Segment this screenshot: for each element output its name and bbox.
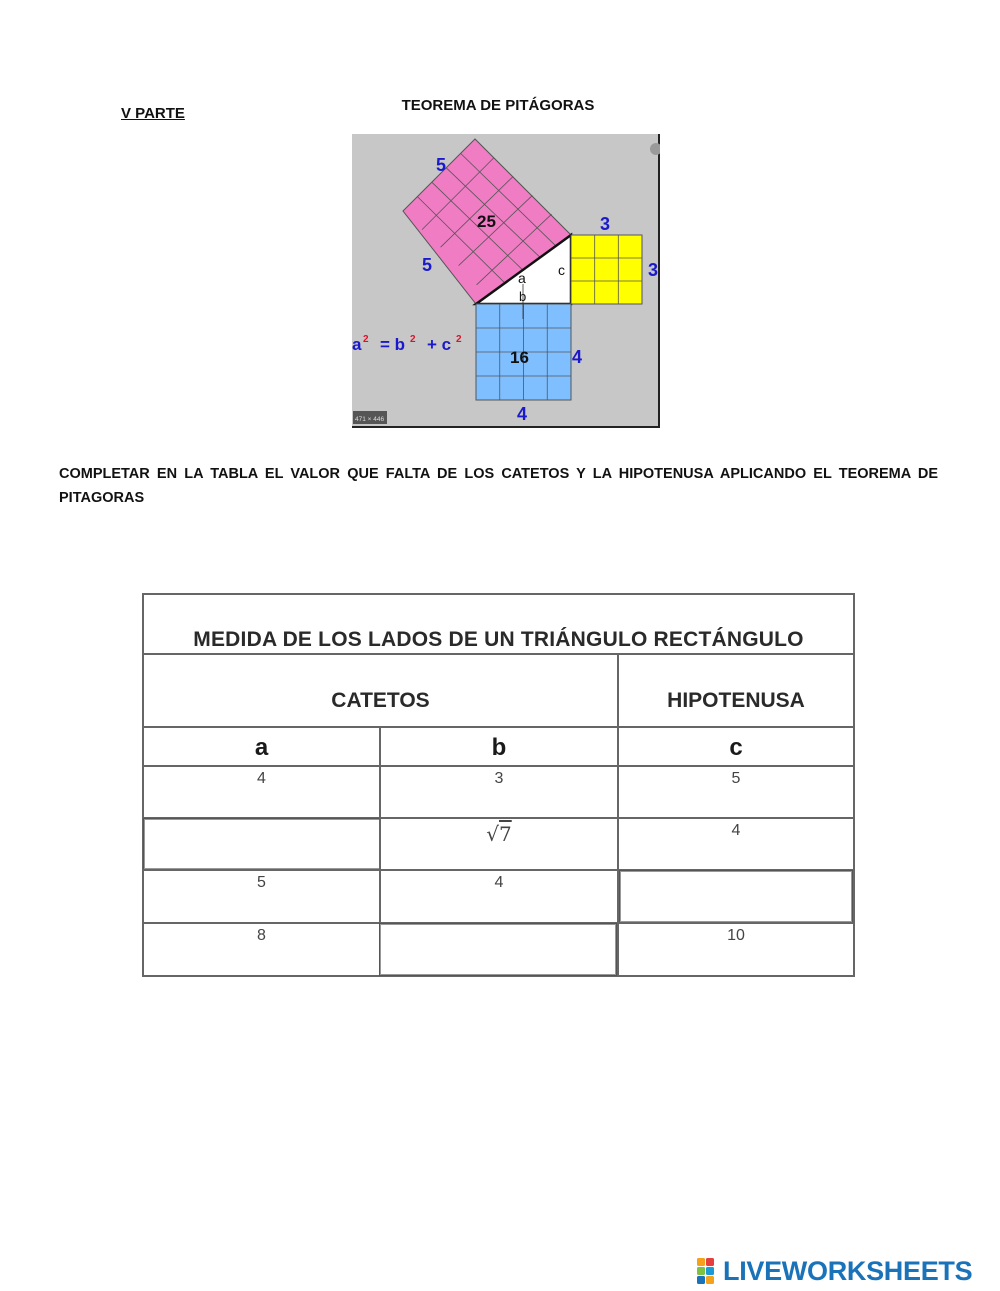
label-side-3-top: 3	[600, 214, 611, 234]
brand-name: LIVEWORKSHEETS	[723, 1256, 973, 1286]
column-header-a: a	[142, 726, 381, 767]
row-2-c: 4	[617, 817, 855, 871]
row-4-a: 8	[142, 922, 381, 977]
formula-c: + c	[427, 335, 452, 354]
answer-input-row-3-c[interactable]	[619, 870, 853, 923]
formula-a-exponent: 2	[363, 334, 369, 345]
instructions-text: COMPLETAR EN LA TABLA EL VALOR QUE FALTA DE LOS CATETOS Y LA HIPOTENUSA APLICANDO EL TEOREMA DE PITAGORAS	[59, 466, 938, 506]
square-root-seven: √7	[486, 822, 512, 846]
row-3-a: 5	[142, 869, 381, 924]
column-header-b: b	[379, 726, 619, 767]
row-3-b: 4	[379, 869, 619, 924]
pythagoras-formula	[352, 334, 462, 354]
header-catetos: CATETOS	[142, 653, 619, 728]
label-side-5-left: 5	[422, 255, 433, 275]
liveworksheets-logo-icon	[697, 1258, 723, 1284]
header-hipotenusa: HIPOTENUSA	[617, 653, 855, 728]
vertex-c-label: c	[558, 262, 565, 278]
formula-b-exponent: 2	[410, 334, 416, 345]
row-4-c: 10	[617, 922, 855, 977]
answer-input-row-4-b[interactable]	[379, 923, 617, 976]
label-area-16: 16	[510, 348, 529, 367]
radicand: 7	[499, 822, 512, 846]
corner-badge-icon	[650, 143, 660, 155]
row-1-c: 5	[617, 765, 855, 819]
label-side-4-bottom: 4	[517, 404, 528, 424]
pythagoras-figure	[352, 134, 660, 428]
label-area-25: 25	[477, 212, 496, 231]
label-side-4-right: 4	[572, 347, 583, 367]
pythagoras-diagram	[352, 134, 660, 428]
vertex-b-label: b	[519, 289, 527, 304]
vertex-a-label: a	[518, 270, 526, 286]
formula-a: a	[352, 335, 362, 354]
page-title: TEOREMA DE PITÁGORAS	[401, 97, 595, 114]
triangle-sides-table	[142, 593, 855, 978]
row-2-b	[379, 817, 619, 871]
column-header-c: c	[617, 726, 855, 767]
table-title: MEDIDA DE LOS LADOS DE UN TRIÁNGULO RECTÁNGULO	[142, 593, 855, 655]
cateto-c-square	[571, 235, 642, 304]
image-size-tag: 471 × 446	[355, 416, 385, 423]
formula-c-exponent: 2	[456, 334, 462, 345]
formula-b: = b	[380, 335, 406, 354]
part-label: V PARTE	[121, 105, 185, 122]
label-side-3-right: 3	[648, 260, 659, 280]
liveworksheets-brand[interactable]	[697, 1256, 993, 1286]
answer-input-row-2-a[interactable]	[143, 818, 381, 870]
row-1-a: 4	[142, 765, 381, 819]
label-side-5-top: 5	[436, 155, 447, 175]
row-1-b: 3	[379, 765, 619, 819]
